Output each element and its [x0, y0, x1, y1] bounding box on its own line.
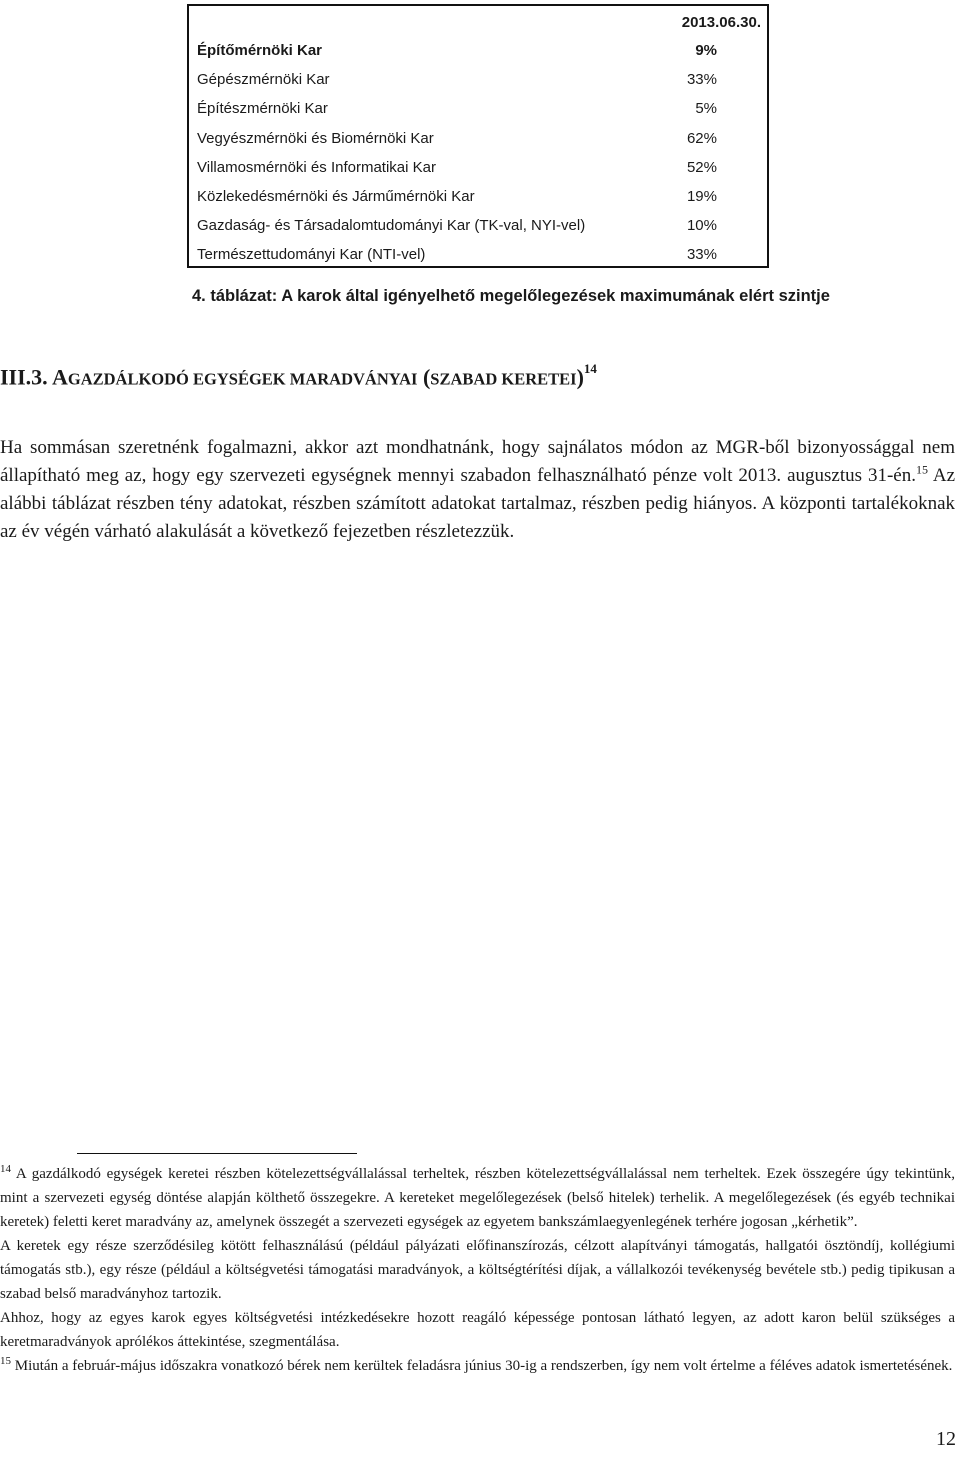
footnote-15-number: 15: [0, 1355, 11, 1367]
faculty-name: Közlekedésmérnöki és Járműmérnöki Kar: [197, 188, 475, 205]
footnotes: [0, 1162, 955, 1378]
table-row: [197, 240, 761, 269]
section-title-paren: SZABAD KERETEI: [430, 369, 577, 389]
section-title-a: A: [51, 364, 68, 390]
footnote-15-text: Miután a február-május időszakra vonatkozó bérek nem kerültek feladásra június 30-ig a rendszerben, így nem volt értelme a féléves adatok ismertetésének.: [11, 1358, 953, 1374]
faculty-value: 62%: [686, 129, 717, 147]
faculty-value: 33%: [686, 246, 717, 264]
body-part2: Az alábbi táblázat részben tény adatokat, részben számított adatokat tartalmaz, részben pedig hiányos. A központi tartalékoknak az év végén várható alakulását a következő fejezetben részletezzük.: [0, 465, 955, 542]
faculty-value: 5%: [695, 100, 717, 118]
footnote-14-p3: Ahhoz, hogy az egyes karok egyes költségvetési intézkedésekre hozott reagáló képessége pontosan látható legyen, az adott karon belül szükséges a keretmaradványok aprólékos áttekintése, szegmentálása.: [0, 1310, 955, 1350]
table-row: [197, 65, 761, 94]
table-row: [197, 124, 761, 153]
faculty-table: [187, 4, 769, 268]
section-heading: [0, 361, 597, 390]
page-number: 12: [936, 1428, 956, 1450]
faculty-name: Gazdaság- és Társadalomtudományi Kar (TK-val, NYI-vel): [197, 217, 586, 235]
footnote-14-text: A gazdálkodó egységek keretei részben kötelezettségvállalással terheltek, részben kötelezettségvállalással nem terheltek. Ezek összegére úgy tekintünk, mint a szervezeti egység döntése alapján költhető összegekre. A kereteket megelőlegezések (belső hitelek) terhelik. A megelőlegezések (és egyéb technikai keretek) feletti keret maradvány az, amelynek összegét a szervezeti egységek az egyetem bankszámlaegyenlegének terhére jogosan „kérhetik”.: [0, 1166, 955, 1230]
body-part1: Ha sommásan szeretnénk fogalmazni, akkor azt mondhatnánk, hogy sajnálatos módon az MGR-ből bizonyossággal nem állapítható meg az, hogy egy szervezeti egységnek mennyi szabadon felhasználható pénze volt 2013. augusztus 31-én.: [0, 437, 955, 486]
footnote-14-p1: [0, 1162, 955, 1234]
section-footnote-ref[interactable]: 14: [583, 361, 597, 376]
table-caption: 4. táblázat: A karok által igényelhető megelőlegezések maximumának elért szintje: [192, 287, 830, 305]
faculty-value: 52%: [686, 158, 717, 176]
body-paragraph: [0, 434, 955, 546]
faculty-value: 19%: [686, 188, 717, 205]
table-row: [197, 36, 761, 65]
body-footnote-ref[interactable]: 15: [915, 462, 928, 477]
faculty-name: Építészmérnöki Kar: [197, 100, 328, 118]
faculty-value: 10%: [686, 217, 717, 235]
table-row: [197, 211, 761, 240]
faculty-value: 33%: [686, 71, 717, 89]
faculty-name: Természettudományi Kar (NTI-vel): [197, 246, 426, 264]
footnote-15: [0, 1354, 955, 1378]
faculty-name: Gépészmérnöki Kar: [197, 71, 330, 89]
footnote-14-p2: A keretek egy része szerződésileg kötött felhasználású (például pályázati előfinanszírozás, célzott alapítványi támogatás, hallgatói ösztöndíj, kollégiumi támogatás stb.), egy része (például a költségvetési támogatási maradványok, a költségtérítési díjak, a vállalkozói tevékenység bevétele stb.) pedig tipikusan a szabad belső maradványhoz tartozik.: [0, 1238, 955, 1302]
footnote-divider: [77, 1153, 357, 1154]
table-row: [197, 153, 761, 182]
section-title-rest: GAZDÁLKODÓ EGYSÉGEK MARADVÁNYAI: [67, 369, 418, 389]
faculty-name: Vegyészmérnöki és Biomérnöki Kar: [197, 129, 434, 147]
faculty-name: Építőmérnöki Kar: [197, 42, 323, 59]
table-row: [197, 182, 761, 211]
faculty-value: 9%: [695, 42, 717, 59]
faculty-name: Villamosmérnöki és Informatikai Kar: [197, 158, 436, 176]
section-paren-open: (: [422, 364, 431, 390]
table-date-header: 2013.06.30.: [681, 14, 761, 31]
table-row: [197, 94, 761, 123]
section-paren-close: ): [576, 364, 584, 390]
section-number: III.3.: [0, 364, 48, 390]
footnote-14-number: 14: [0, 1163, 11, 1175]
